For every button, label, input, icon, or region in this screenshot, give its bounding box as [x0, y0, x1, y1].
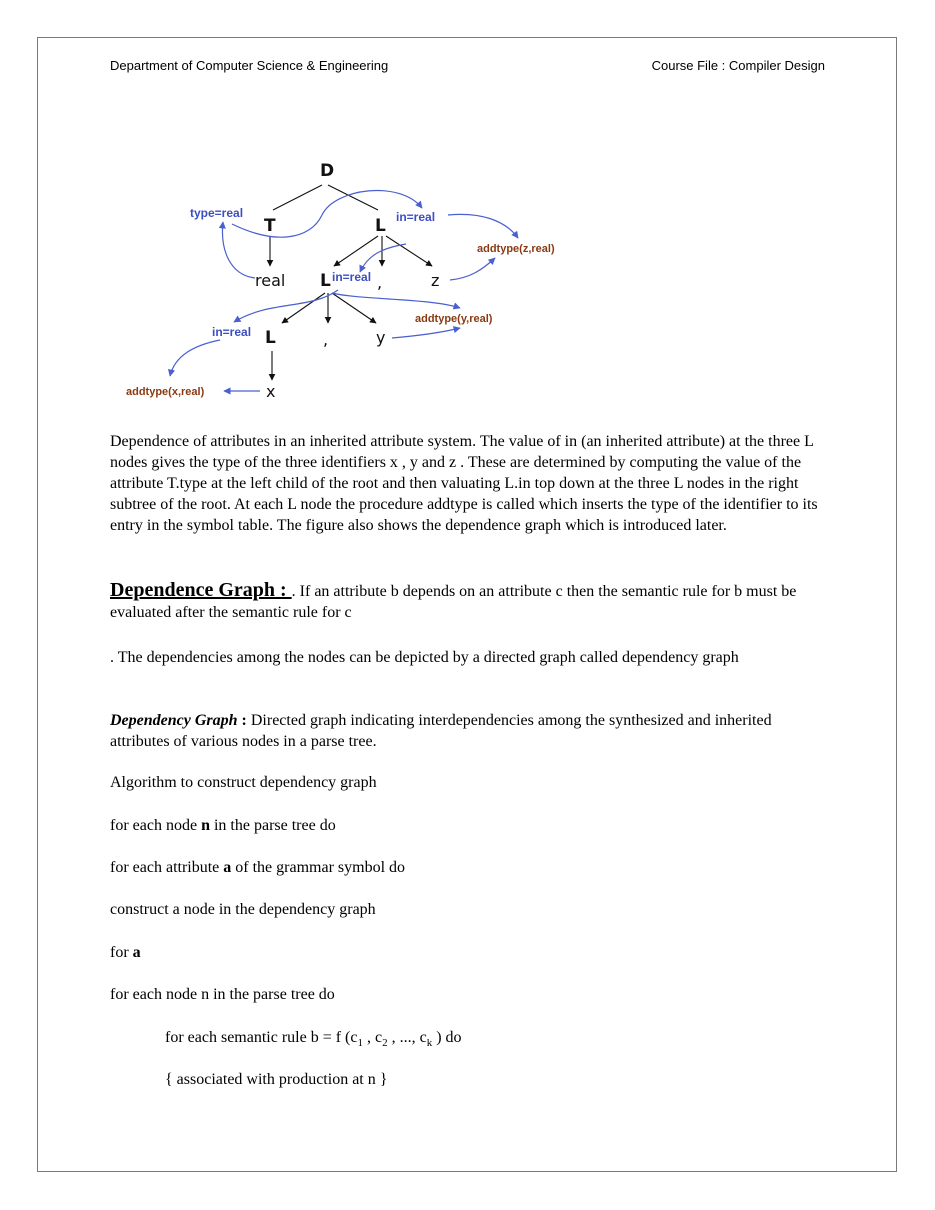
parse-tree-figure [110, 150, 580, 410]
line2-post: of the grammar symbol do [231, 859, 406, 876]
edge-D-L [328, 185, 378, 210]
annotation-type-real: type=real [190, 206, 244, 220]
annotation-addtype-y: addtype(y,real) [415, 313, 493, 325]
line2-pre: for each attribute [110, 859, 224, 876]
definition-text: Directed graph indicating interdependencies among the synthesized and inherited attributes of various nodes in a parse tree. [110, 712, 772, 750]
node-real: real [255, 271, 286, 290]
header-department: Department of Computer Science & Engineering [110, 58, 389, 73]
algorithm-line-7: { associated with production at n } [165, 1071, 388, 1088]
node-y: y [376, 328, 386, 347]
line6-sub-k: k [426, 1037, 433, 1050]
line4-pre: for [110, 944, 133, 961]
dependence-graph-text: . If an attribute b depends on an attribute c then the semantic rule for b must be evaluated after the semantic rule for c [110, 583, 797, 621]
algorithm-title: Algorithm to construct dependency graph [110, 774, 377, 791]
node-comma-1: , [377, 273, 383, 292]
node-comma-2: , [323, 330, 329, 349]
header-course: Course File : Compiler Design [651, 58, 825, 73]
line2-bold: a [223, 859, 232, 876]
figure-caption: Dependence of attributes in an inherited attribute system. The value of in (an inherited attribute) at the three L nodes gives the type of the three identifiers x , y and z . These are determined by computing the value of the attribute T.type at the left child of the root and then valuating L.in top down at the three L nodes in the right subtree of the root. At each L node the procedure addtype is called which inserts the type of the identifier to its entry in the symbol table. The figure also shows the dependence graph which is introduced later. [110, 433, 818, 534]
dependence-graph-heading: Dependence Graph : [110, 579, 292, 601]
algorithm-line-3: construct a node in the dependency graph [110, 901, 376, 918]
algorithm-line-2 [110, 859, 405, 877]
line6-mid-1: , c [362, 1029, 383, 1046]
edge-D-T [273, 185, 322, 210]
annotation-addtype-x: addtype(x,real) [126, 386, 205, 398]
dep-in-to-inmid [360, 244, 406, 272]
dep-type-to-in [232, 190, 422, 237]
node-z: z [431, 271, 440, 290]
line6-mid-2: , ..., c [387, 1029, 427, 1046]
line4-bold: a [132, 944, 141, 961]
dep-inbot-to-addtype-x [170, 340, 220, 376]
annotation-in-real-top: in=real [396, 210, 436, 224]
algorithm-line-1 [110, 817, 336, 835]
line6-post: ) do [432, 1029, 462, 1046]
node-L-top: L [375, 216, 386, 236]
algorithm-line-5: for each node n in the parse tree do [110, 986, 335, 1003]
dep-y-to-addtype [392, 328, 460, 338]
node-x: x [266, 382, 276, 401]
node-L-mid: L [320, 271, 331, 291]
algorithm-line-4 [110, 944, 141, 962]
line6-pre: for each semantic rule b = f (c [165, 1029, 358, 1046]
line1-post: in the parse tree do [209, 817, 336, 834]
definition-colon: : [237, 712, 251, 729]
dep-z-to-addtype [450, 258, 495, 280]
dep-in-to-addtype-z [448, 214, 518, 238]
annotation-addtype-z: addtype(z,real) [477, 243, 555, 255]
annotation-in-real-bot: in=real [212, 325, 252, 339]
annotation-in-real-mid: in=real [332, 270, 372, 284]
node-L-bot: L [265, 328, 276, 348]
edge-L-Lmid [334, 236, 378, 266]
line6-sub-1: 1 [357, 1037, 363, 1050]
dependencies-paragraph: . The dependencies among the nodes can be depicted by a directed graph called dependency graph [110, 649, 739, 666]
node-T: T [264, 216, 276, 236]
algorithm-line-6 [165, 1029, 462, 1049]
dep-real-to-type [222, 222, 255, 278]
line6-sub-2: 2 [382, 1037, 388, 1050]
dependence-graph-paragraph [110, 580, 826, 623]
line1-bold: n [201, 817, 210, 834]
dependency-graph-definition [110, 710, 826, 752]
node-D: D [320, 161, 335, 181]
edge-L-z [386, 236, 432, 266]
dependency-graph-term: Dependency Graph [110, 712, 238, 729]
edge-Lmid-Lbot [282, 293, 325, 323]
line1-pre: for each node [110, 817, 202, 834]
